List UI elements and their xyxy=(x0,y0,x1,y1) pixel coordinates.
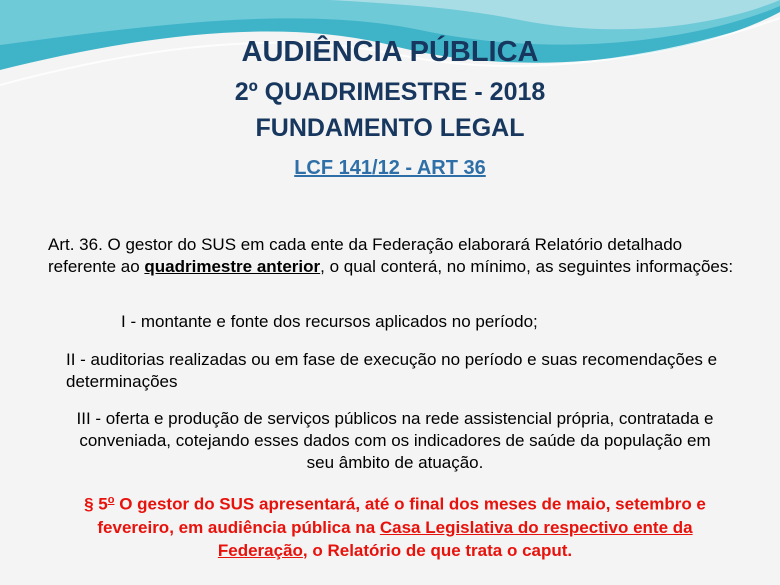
subject-title: FUNDAMENTO LEGAL xyxy=(255,114,525,142)
legislative-house-reference: Casa Legislativa do respectivo ente da Federação xyxy=(217,517,693,560)
section-mark: § 5 xyxy=(84,494,108,514)
article-intro-start: Art. 36. O gestor do SUS em cada ente da Federação elaborará Relatório detalhado referente ao xyxy=(48,235,683,276)
law-reference-text: LCF 141/12 - ART 36 xyxy=(294,157,486,179)
law-reference xyxy=(0,157,780,180)
article-intro xyxy=(48,234,738,278)
article-item-2: II - auditorias realizadas ou em fase de execução no período e suas recomendações e determinações xyxy=(66,350,718,391)
article-item-3: III - oferta e produção de serviços públicos na rede assistencial própria, contratada e conveniada, cotejando esses dados com os indicadores de saúde da população em seu âmbito de atuação. xyxy=(76,409,714,472)
period-title: 2º QUADRIMESTRE - 2018 xyxy=(234,78,546,106)
paragraph-text-end: , o Relatório de que trata o caput. xyxy=(302,540,573,560)
section-ordinal: o xyxy=(107,494,115,506)
article-item-1: I - montante e fonte dos recursos aplicados no período; xyxy=(121,312,538,331)
article-emphasis: quadrimestre anterior xyxy=(144,257,321,276)
page-title: AUDIÊNCIA PÚBLICA xyxy=(241,36,539,68)
paragraph-5 xyxy=(80,489,710,562)
paragraph-text-start: O gestor do SUS apresentará, até o final dos meses de maio, setembro e fevereiro, em audiência pública na xyxy=(97,494,706,537)
article-intro-end: , o qual conterá, no mínimo, as seguintes informações: xyxy=(320,257,734,276)
